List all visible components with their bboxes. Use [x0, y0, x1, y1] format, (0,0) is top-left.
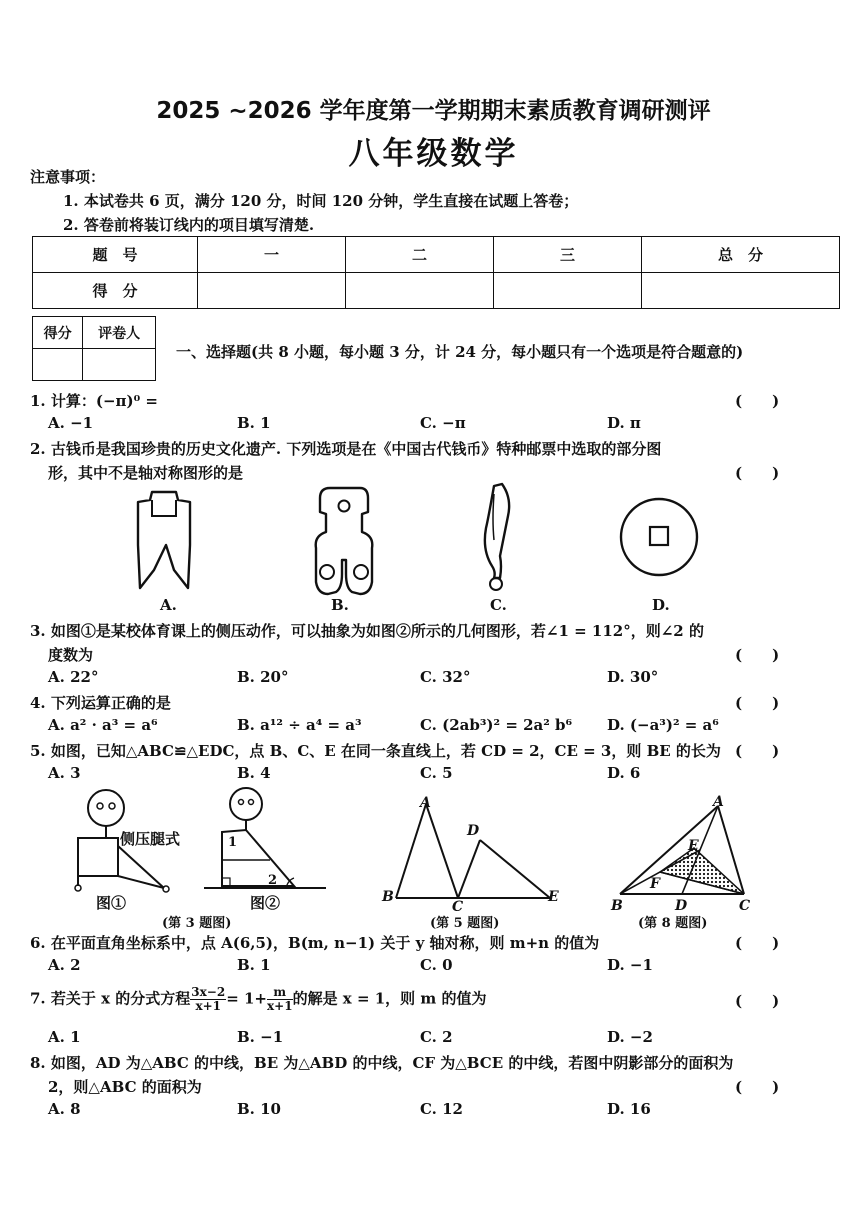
score-table-header-cell: 一 — [198, 237, 346, 273]
q3-option-c: C. 32° — [420, 668, 471, 686]
q2-option-c: C. — [490, 596, 507, 614]
figure-3-sub-1: 图① — [96, 894, 127, 912]
q6-option-b: B. 1 — [237, 956, 271, 974]
grader-score-cell[interactable] — [33, 349, 83, 381]
q5-option-a: A. 3 — [48, 764, 81, 782]
notes-item-2: 2. 答卷前将装订线内的项目填写清楚. — [63, 216, 315, 234]
score-table-header-cell: 总 分 — [642, 237, 840, 273]
figure-3-caption: (第 3 题图) — [162, 916, 232, 931]
figure-3-angle-1: 1 — [228, 835, 238, 850]
grader-name-cell[interactable] — [83, 349, 156, 381]
q8-option-d: D. 16 — [607, 1100, 651, 1118]
title-line-2: 八年级数学 — [348, 136, 519, 172]
q2-option-b: B. — [331, 596, 349, 614]
q2-option-a: A. — [160, 596, 177, 614]
q1-option-a: A. −1 — [48, 414, 94, 432]
grader-name-label: 评卷人 — [83, 317, 156, 349]
q5-option-b: B. 4 — [237, 764, 271, 782]
q8-option-b: B. 10 — [237, 1100, 281, 1118]
question-7-stem — [30, 986, 487, 1013]
question-7-stem-post: 的解是 x = 1，则 m 的值为 — [292, 989, 487, 1008]
q2-option-d: D. — [652, 596, 670, 614]
score-table-header-cell: 题 号 — [33, 237, 198, 273]
question-7-stem-mid: = 1+ — [226, 989, 267, 1008]
q4-option-d: D. (−a³)² = a⁶ — [607, 716, 719, 734]
question-2-stem-line-1: 2. 古钱币是我国珍贵的历史文化遗产. 下列选项是在《中国古代钱币》特种邮票中选取的部分图 — [30, 440, 662, 458]
fig5-point-a: A — [420, 795, 431, 811]
question-3-stem-line-1: 3. 如图①是某校体育课上的侧压动作，可以抽象为如图②所示的几何图形，若∠1 = 112°，则∠2 的 — [30, 622, 704, 640]
score-cell[interactable] — [198, 273, 346, 309]
figure-3-sub-2: 图② — [250, 894, 281, 912]
score-table-row-label: 得 分 — [33, 273, 198, 309]
score-cell[interactable] — [494, 273, 642, 309]
q8-option-a: A. 8 — [48, 1100, 81, 1118]
q3-option-d: D. 30° — [607, 668, 659, 686]
coin-a-figure — [130, 490, 200, 595]
q6-option-c: C. 0 — [420, 956, 453, 974]
fraction-2 — [267, 986, 293, 1013]
q5-option-d: D. 6 — [607, 764, 641, 782]
fig8-point-c: C — [739, 898, 751, 914]
question-7-stem-pre: 7. 若关于 x 的分式方程 — [30, 989, 191, 1008]
q7-option-c: C. 2 — [420, 1028, 453, 1046]
q7-option-b: B. −1 — [237, 1028, 284, 1046]
grader-box — [32, 316, 156, 381]
question-6-stem: 6. 在平面直角坐标系中，点 A(6,5)，B(m, n−1) 关于 y 轴对称，则 m+n 的值为 — [30, 934, 600, 952]
figure-8-caption: (第 8 题图) — [638, 916, 708, 931]
answer-paren-2[interactable]: ( ) — [735, 464, 780, 482]
answer-paren-3[interactable]: ( ) — [735, 646, 780, 664]
q3-option-a: A. 22° — [48, 668, 99, 686]
score-cell[interactable] — [346, 273, 494, 309]
coin-b-figure — [310, 484, 380, 596]
score-table — [32, 236, 840, 309]
fig5-point-e: E — [548, 889, 559, 905]
section-1-heading: 一、选择题(共 8 小题，每小题 3 分，计 24 分，每小题只有一个选项是符合题意的) — [176, 343, 744, 361]
question-2-stem-line-2: 形，其中不是轴对称图形的是 — [48, 464, 244, 482]
question-3-stem-line-2: 度数为 — [48, 646, 94, 664]
fig5-point-c: C — [452, 899, 464, 915]
fig8-point-e: E — [688, 838, 699, 854]
fraction-1-denominator: x+1 — [195, 999, 222, 1013]
figure-5-diagram — [378, 790, 568, 910]
fig8-point-a: A — [713, 794, 724, 810]
score-cell[interactable] — [642, 273, 840, 309]
q8-option-c: C. 12 — [420, 1100, 463, 1118]
figure-3-pose-label: 侧压腿式 — [120, 830, 181, 848]
notes-heading: 注意事项： — [30, 168, 106, 186]
fraction-2-numerator: m — [267, 986, 293, 1000]
figure-5-caption: (第 5 题图) — [430, 916, 500, 931]
answer-paren-1[interactable]: ( ) — [735, 392, 780, 410]
q7-option-d: D. −2 — [607, 1028, 653, 1046]
answer-paren-7[interactable]: ( ) — [735, 992, 780, 1010]
q5-option-c: C. 5 — [420, 764, 453, 782]
q3-option-b: B. 20° — [237, 668, 289, 686]
coin-c-figure — [470, 480, 530, 595]
q7-option-a: A. 1 — [48, 1028, 81, 1046]
fig8-point-b: B — [611, 898, 623, 914]
score-table-header-cell: 三 — [494, 237, 642, 273]
question-4-stem: 4. 下列运算正确的是 — [30, 694, 171, 712]
fig8-point-d: D — [675, 898, 688, 914]
q1-option-c: C. −π — [420, 414, 466, 432]
q6-option-d: D. −1 — [607, 956, 653, 974]
question-5-stem: 5. 如图，已知△ABC≌△EDC，点 B、C、E 在同一条直线上，若 CD = 2，CE = 3，则 BE 的长为 — [30, 742, 721, 760]
answer-paren-8[interactable]: ( ) — [735, 1078, 780, 1096]
notes-item-1: 1. 本试卷共 6 页，满分 120 分，时间 120 分钟，学生直接在试题上答卷； — [63, 192, 579, 210]
fig5-point-d: D — [467, 823, 480, 839]
q4-option-c: C. (2ab³)² = 2a² b⁶ — [420, 716, 573, 734]
fig8-point-f: F — [650, 876, 660, 892]
question-8-stem-line-2: 2，则△ABC 的面积为 — [48, 1078, 202, 1096]
fraction-1-numerator: 3x−2 — [191, 985, 226, 999]
grader-score-label: 得分 — [33, 317, 83, 349]
answer-paren-6[interactable]: ( ) — [735, 934, 780, 952]
coin-d-figure — [618, 496, 700, 578]
fraction-2-denominator: x+1 — [267, 999, 293, 1013]
q1-option-b: B. 1 — [237, 414, 271, 432]
figure-3-angle-2: 2 — [268, 873, 278, 888]
question-8-stem-line-1: 8. 如图，AD 为△ABC 的中线，BE 为△ABD 的中线，CF 为△BCE 的中线，若图中阴影部分的面积为 — [30, 1054, 734, 1072]
answer-paren-5[interactable]: ( ) — [735, 742, 780, 760]
q6-option-a: A. 2 — [48, 956, 81, 974]
score-table-header-cell: 二 — [346, 237, 494, 273]
fig5-point-b: B — [382, 889, 394, 905]
question-1-stem: 1. 计算：(−π)⁰ = — [30, 392, 158, 410]
q4-option-b: B. a¹² ÷ a⁴ = a³ — [237, 716, 362, 734]
q1-option-d: D. π — [607, 414, 641, 432]
title-line-1: 2025 ~2026 学年度第一学期期末素质教育调研测评 — [156, 98, 711, 124]
q4-option-a: A. a² · a³ = a⁶ — [48, 716, 158, 734]
answer-paren-4[interactable]: ( ) — [735, 694, 780, 712]
fraction-1 — [190, 986, 226, 1013]
figure-8-diagram — [606, 796, 756, 901]
